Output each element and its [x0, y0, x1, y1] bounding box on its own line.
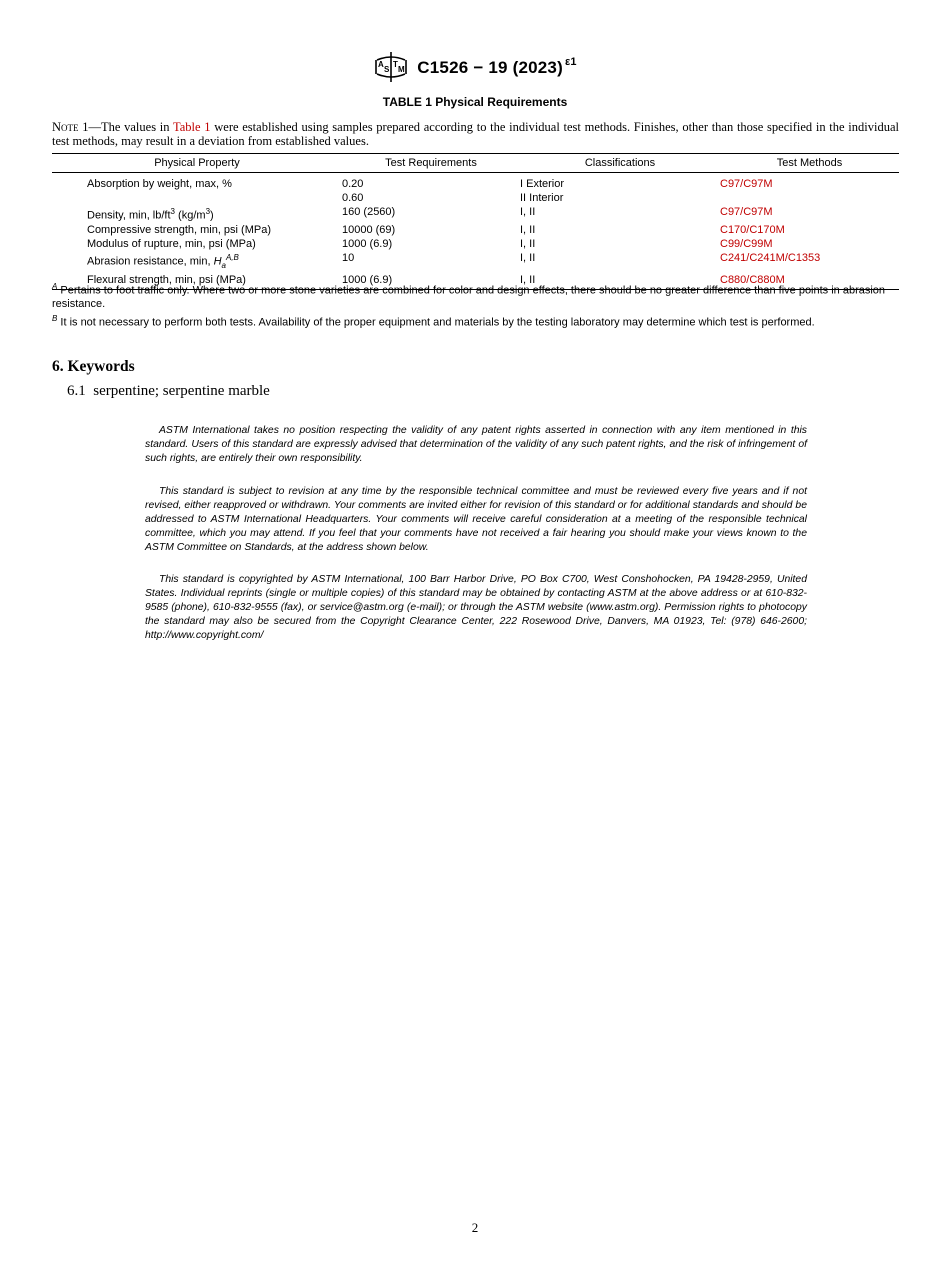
astm-logo-icon [373, 50, 409, 84]
cell-property: Compressive strength, min, psi (MPa) [87, 223, 271, 236]
section-heading: 6. Keywords [52, 358, 135, 375]
column-header-test-requirements: Test Requirements [342, 154, 520, 173]
epsilon-superscript: ε1 [564, 56, 577, 68]
svg-text:M: M [398, 65, 405, 74]
table-footnotes [52, 280, 899, 330]
standard-designation: C1526 − 19 (2023) $^{\varepsilon 1}$ [417, 56, 577, 77]
cell-method [720, 251, 899, 273]
svg-text:S: S [384, 65, 390, 74]
table-row [52, 237, 899, 251]
document-header [0, 50, 950, 84]
svg-text:T: T [393, 60, 399, 69]
cell-method [720, 191, 899, 205]
cell-method [720, 173, 899, 192]
table-title: TABLE 1 Physical Requirements [382, 95, 568, 109]
footnote-b: $^B$ It is not necessary to perform both tests. Availability of the proper equipment and materials by the testing laboratory may determine which test is performed. [52, 313, 815, 329]
cell-property [52, 191, 342, 205]
cell-property: Flexural strength, min, psi (MPa) [52, 273, 342, 290]
column-header-classifications: Classifications [520, 154, 720, 173]
table-row [52, 191, 899, 205]
cell-classification: I, II [520, 206, 536, 218]
method-link[interactable]: C170/C170M [720, 223, 785, 236]
revision-notice: This standard is subject to revision at any time by the responsible technical committee and must be reviewed every five years and if not revised, either reapproved or withdrawn. Your comments are invited either for revision of this standard or for additional standards and should be addressed to ASTM International Headquarters. Your comments will receive careful consideration at a meeting of the responsible technical committee, which you may attend. If you feel that your comments have not received a fair hearing you should make your views known to the ASTM Committee on Standards, at the address shown below. [145, 486, 807, 553]
column-header-test-methods: Test Methods [720, 154, 899, 173]
cell-property: Density, min, $lb/ft^3$ $(kg/m^3)$ [87, 207, 214, 222]
svg-text:A: A [378, 60, 385, 69]
table-row [52, 173, 899, 192]
table-row [52, 251, 899, 273]
method-link[interactable]: C97/C97M [720, 206, 773, 218]
table-row [52, 223, 899, 237]
cell-requirement: 1000 (6.9) [342, 237, 393, 250]
method-link[interactable]: C99/C99M [720, 237, 773, 250]
method-link[interactable]: C97/C97M [720, 178, 773, 190]
cell-requirement: 0.60 [342, 192, 364, 204]
table-header-row [52, 154, 899, 173]
cell-method [720, 205, 899, 223]
cell-requirement: 0.20 [342, 178, 364, 190]
physical-requirements-table [52, 153, 899, 290]
cell-requirement: 160 (2560) [342, 206, 396, 218]
table-note: Note 1—The values in Table 1 were established using samples prepared according to the individual test methods. Finishes, other than those specified in the individual test methods, may result in a deviation from established values. [52, 120, 899, 148]
table-row [52, 205, 899, 223]
cell-classification: I, II [520, 273, 720, 290]
table-1-link[interactable]: Table 1 [173, 120, 211, 134]
cell-requirement: 10000 (69) [342, 223, 396, 236]
cell-method [720, 223, 899, 237]
cell-method [720, 237, 899, 251]
section-paragraph: 6.1 serpentine; serpentine marble [67, 383, 270, 399]
cell-classification: I Exterior [520, 178, 565, 190]
copyright-notice: This standard is copyrighted by ASTM International, 100 Barr Harbor Drive, PO Box C700, West Conshohocken, PA 19428-2959, United States. Individual reprints (single or multiple copies) of this standard may be obtained by contacting ASTM at the above address or at 610-832-9585 (phone), 610-832-9555 (fax), or service@astm.org (e-mail); or through the ASTM website (www.astm.org). Permission rights to photocopy the standard may also be secured from the Copyright Clearance Center, 222 Rosewood Drive, Danvers, MA 01923, Tel: (978) 646-2600; http://www.copyright.com/ [145, 574, 807, 641]
cell-classification: I, II [520, 251, 536, 264]
footnote-a: $^A$ Pertains to foot traffic only. Where two or more stone varieties are combined for color and design effects, there should be no greater difference than five points in abrasion resistance. [52, 282, 886, 311]
method-link[interactable]: C241/C241M/C1353 [720, 251, 821, 264]
cell-classification: I, II [520, 237, 536, 250]
column-header-physical-property: Physical Property [52, 154, 342, 173]
cell-property: Abrasion resistance, min, $H_a^{A,B}$ [87, 252, 239, 270]
patent-notice: ASTM International takes no position respecting the validity of any patent rights asserted in connection with any item mentioned in this standard. Users of this standard are expressly advised that determination of the validity of any such patent rights, and the risk of infringement of such rights, are entirely their own responsibility. [145, 425, 807, 464]
cell-requirement: 1000 (6.9) [342, 273, 520, 290]
method-link[interactable]: C880/C880M [720, 273, 785, 286]
cell-classification: I, II [520, 223, 536, 236]
page-number: 2 [471, 1220, 479, 1235]
note-label: Note [52, 120, 79, 134]
cell-classification: II Interior [520, 192, 564, 204]
cell-requirement: 10 [342, 251, 355, 264]
cell-property: Absorption by weight, max, % [87, 178, 232, 190]
cell-property: Modulus of rupture, min, psi (MPa) [87, 237, 256, 250]
